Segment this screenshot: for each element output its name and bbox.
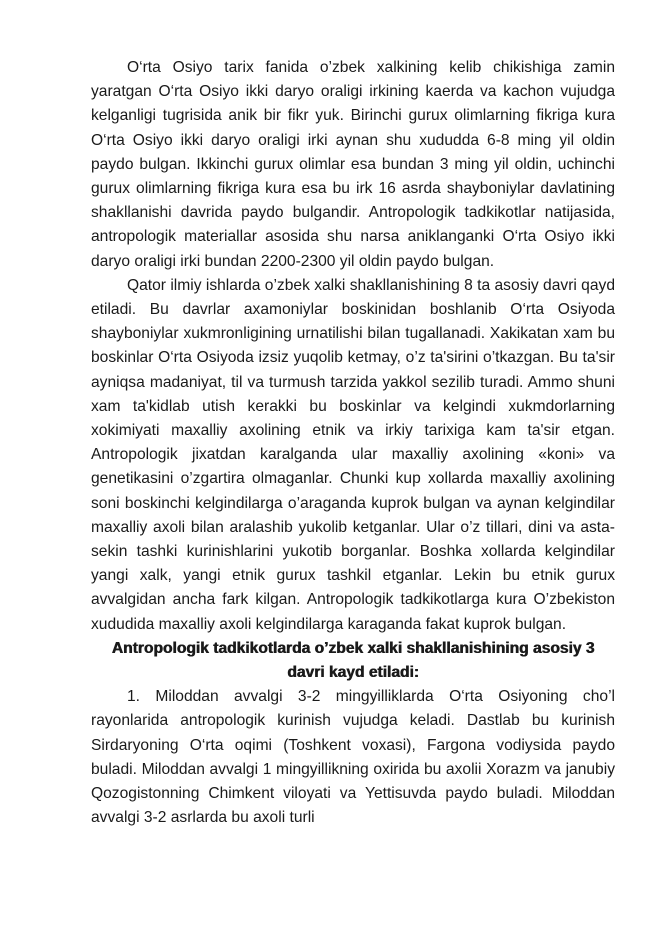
document-page — [91, 56, 615, 831]
paragraph-origin-of-race: O‘rta Osiyo tarix fanida o’zbek xalkining kelib chikishiga zamin yaratgan O‘rta Osiyo ikki daryo oraligi irkining kaerda va kachon vujudga kelganligi tugrisida anik bir fikr yuk. Birinchi gurux olimlarning fikriga kura O‘rta Osiyo ikki daryo oraligi irki aynan shu xududda 6-8 ming yil oldin paydo bulgan. Ikkinchi gurux olimlar esa bundan 3 ming yil oldin, uchinchi gurux olimlarning fikriga kura esa bu irk 16 asrda shayboniylar davlatining shakllanishi davrida paydo bulgandir. Antropologik tadkikotlar natijasida, antropologik materiallar asosida shu narsa aniklanganki O‘rta Osiyo ikki daryo oraligi irki bundan 2200-2300 yil oldin paydo bulgan. — [91, 59, 615, 270]
paragraph-eight-periods: Qator ilmiy ishlarda o’zbek xalki shakllanishining 8 ta asosiy davri qayd etiladi. Bu davrlar axamoniylar boskinidan boshlanib O‘rta Osiyoda shayboniylar xukmronligining urnatilishi bilan tugallanadi. Xakikatan xam bu boskinlar O‘rta Osiyoda izsiz yuqolib ketmay, o’z ta'sirini o’tkazgan. Bu ta'sir ayniqsa madaniyat, til va turmush tarzida yakkol sezilib turadi. Ammo shuni xam ta'kidlab utish kerakki bu boskinlar va kelgindi xukmdorlarning xokimiyati maxalliy axolining etnik va irkiy tarixiga kam ta'sir etgan. Antropologik jixatdan karalganda ular maxalliy axolining «koni» va genetikasini o’zgartira olmaganlar. Chunki kup xollarda maxalliy axolining soni boskinchi kelgindilarga o’araganda kuprok bulgan va aynan kelgindilar maxalliy axoli bilan aralashib yukolib ketganlar. Ular o’z tillari, dini va asta-sekin tashki kurinishlarini yukotib borganlar. Boshka xollarda kelgindilar yangi xalk, yangi etnik gurux tashkil etganlar. Lekin bu etnik gurux avvalgidan ancha fark kilgan. Antropologik tadkikotlarga kura O’zbekiston xududida maxalliy axoli kelgindilarga karaganda fakat kuprok bulgan. — [91, 276, 615, 633]
list-item-paragraph: 1. Miloddan avvalgi 3-2 mingyilliklarda O‘rta Osiyoning cho’l rayonlarida antropologik kurinish vujudga keladi. Dastlab bu kurinish Sirdaryoning O‘rta oqimi (Toshkent voxasi), Fargona vodiysida paydo buladi. Miloddan avvalgi 1 mingyillikning oxirida bu axolii Xorazm va janubiy Qozogistonning Chimkent viloyati va Yettisuvda paydo buladi. Miloddan avvalgi 3-2 asrlarda bu axoli turli — [91, 688, 615, 827]
section-heading: Antropologik tadkikotlarda o’zbek xalki shakllanishining asosiy 3 davri kayd etiladi: — [111, 639, 595, 682]
